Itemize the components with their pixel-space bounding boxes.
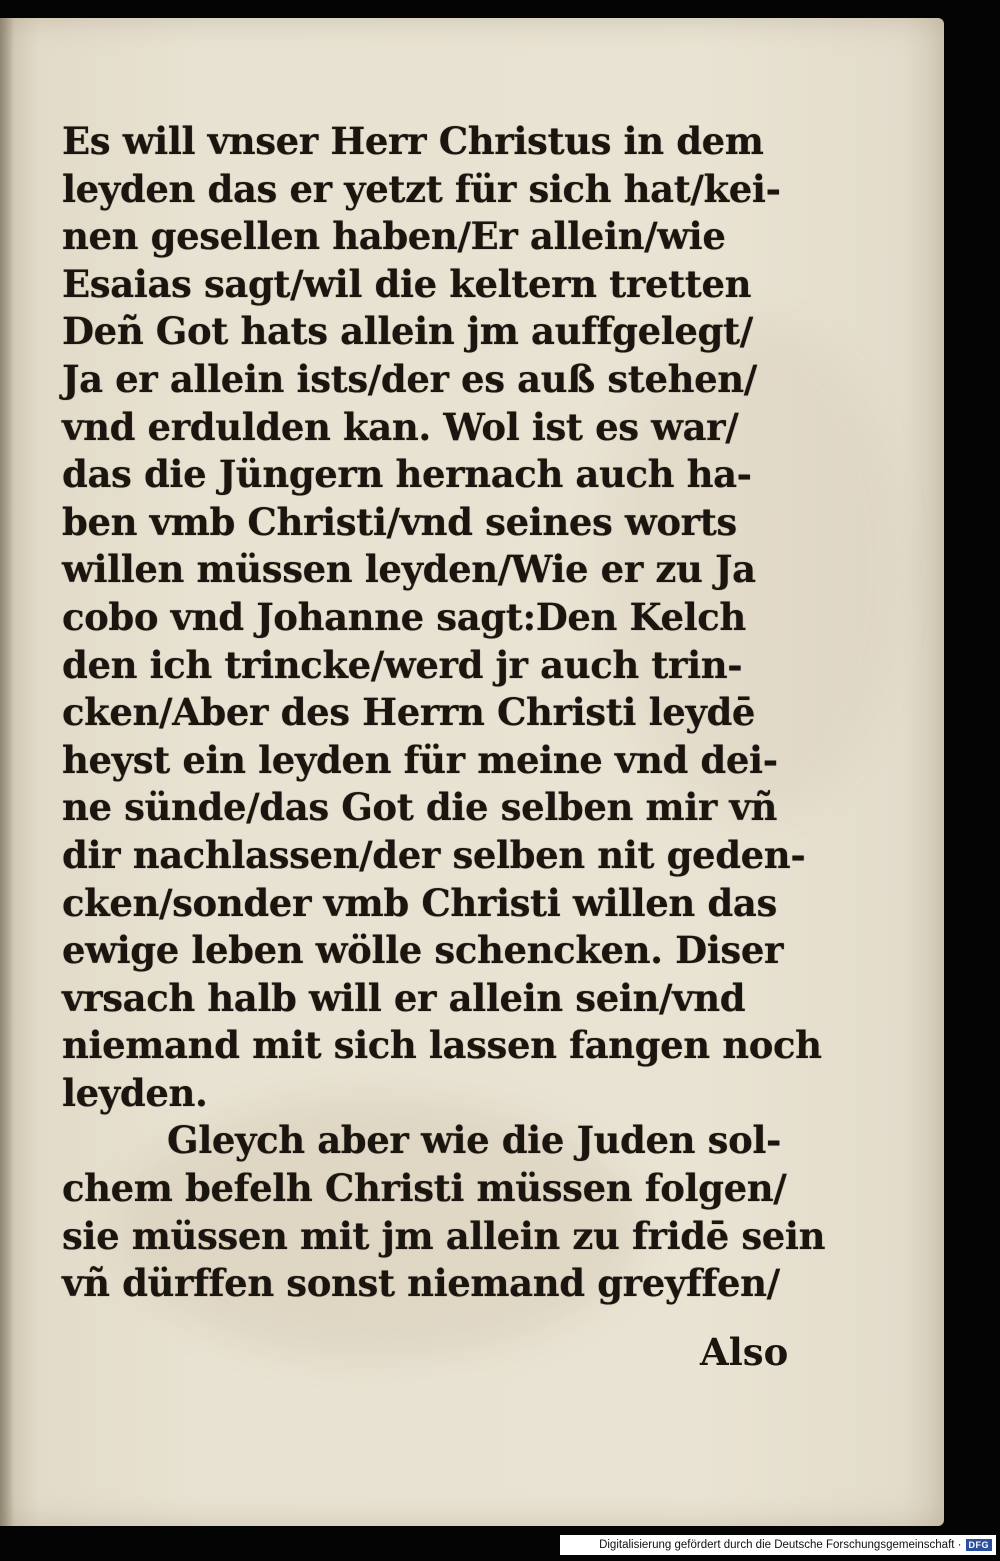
- footer-credit: [560, 1535, 996, 1555]
- text-line: Es will vnser Herr Christus in dem: [62, 119, 764, 163]
- text-line: vñ dürffen sonst niemand greyffen/: [62, 1261, 780, 1306]
- text-line: Gleych aber wie die Juden sol-: [167, 1118, 781, 1163]
- text-line: chem befelh Christi müssen folgen/: [62, 1166, 787, 1211]
- text-line: cken/sonder vmb Christi willen das: [62, 880, 777, 925]
- text-line: leyden.: [62, 1070, 208, 1115]
- text-line: Ja er allein ists/der es auß stehen/: [62, 356, 757, 401]
- book-page: [0, 18, 944, 1526]
- text-line: heyst ein leyden für meine vnd dei-: [62, 737, 778, 782]
- text-line: ben vmb Christi/vnd seines worts: [62, 499, 737, 544]
- text-line: ewige leben wölle schencken. Diser: [62, 928, 784, 973]
- text-line: willen müssen leyden/Wie er zu Ja: [62, 547, 756, 592]
- dfg-logo[interactable]: DFG: [966, 1539, 993, 1551]
- text-line: leyden das er yetzt für sich hat/kei-: [62, 166, 781, 211]
- text-line: das die Jüngern hernach auch ha-: [62, 452, 752, 497]
- page-text: [62, 118, 826, 1308]
- text-line: Esaias sagt/wil die keltern tretten: [62, 261, 752, 306]
- text-line: Deñ Got hats allein jm auffgelegt/: [62, 309, 753, 354]
- text-line: vnd erdulden kan. Wol ist es war/: [62, 404, 739, 449]
- catchword: Also: [700, 1330, 789, 1374]
- text-line: ne sünde/das Got die selben mir vñ: [62, 785, 778, 830]
- text-line: nen gesellen haben/Er allein/wie: [62, 214, 726, 259]
- text-line: cken/Aber des Herrn Christi leydē: [62, 690, 756, 735]
- text-line: sie müssen mit jm allein zu fridē sein: [62, 1213, 826, 1258]
- text-line: niemand mit sich lassen fangen noch: [62, 1023, 822, 1068]
- text-line: vrsach halb will er allein sein/vnd: [62, 975, 746, 1020]
- text-line: dir nachlassen/der selben nit geden-: [62, 832, 806, 877]
- footer-text: Digitalisierung gefördert durch die Deutsche Forschungsgemeinschaft ·: [599, 1539, 962, 1551]
- text-line: den ich trincke/werd jr auch trin-: [62, 642, 743, 687]
- text-line: cobo vnd Johanne sagt:Den Kelch: [62, 594, 746, 639]
